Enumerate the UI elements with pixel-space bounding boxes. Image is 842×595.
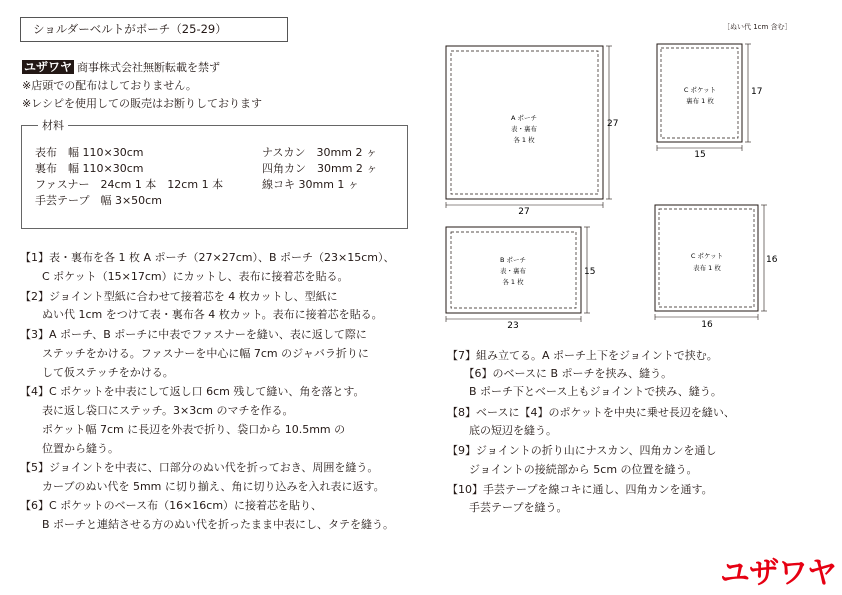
b-pouch-pattern xyxy=(446,227,595,331)
step-line: 【6】のベースに B ポーチを挟み、縫う。 xyxy=(447,367,673,380)
copyright-text: 商事株式会社無断転載を禁ず xyxy=(77,61,221,74)
step-line: 【6】C ポケットのベース布（16×16cm）に接着芯を貼り、 xyxy=(20,499,323,512)
b-pouch-label-2: 表・裏布 xyxy=(500,267,526,275)
step-line: ぬい代 1cm をつけて表・裏布各 4 枚カット。表布に接着芯を貼る。 xyxy=(20,308,383,321)
notice-line-2: ※レシピを使用しての販売はお断りしております xyxy=(22,97,262,110)
step-line: 【4】C ポケットを中表にして返し口 6cm 残して縫い、角を落とす。 xyxy=(20,385,365,398)
c-pocket-bottom-height: 16 xyxy=(766,255,778,265)
document-title: ショルダーベルトがポーチ（25-29） xyxy=(20,17,288,42)
step-line: 【9】ジョイントの折り山にナスカン、四角カンを通し xyxy=(447,444,717,457)
a-pouch-pattern xyxy=(446,46,618,217)
brand-logo-small: ユザワヤ xyxy=(24,60,73,74)
c-pocket-bottom-label-2: 表布 1 枚 xyxy=(693,264,721,272)
step-line: C ポケット（15×17cm）にカットし、表布に接着芯を貼る。 xyxy=(20,270,349,283)
step-line: 【1】表・裏布を各 1 枚 A ポーチ（27×27cm）、B ポーチ（23×15cm）、 xyxy=(20,251,395,264)
c-pocket-top-height: 17 xyxy=(751,87,763,97)
c-pocket-bottom-pattern xyxy=(655,205,778,330)
step-line: 【2】ジョイント型紙に合わせて接着芯を 4 枚カットし、型紙に xyxy=(20,290,338,303)
step-line: 【7】組み立てる。A ポーチ上下をジョイントで挟む。 xyxy=(447,349,718,362)
step-line: ジョイントの接続部から 5cm の位置を縫う。 xyxy=(447,463,698,476)
a-pouch-width: 27 xyxy=(518,207,530,217)
step-line: カーブのぬい代を 5mm に切り揃え、角に切り込みを入れ表に返す。 xyxy=(20,480,385,493)
a-pouch-label-2: 表・裏布 xyxy=(511,125,537,133)
c-pocket-bottom-label-1: C ポケット xyxy=(690,252,724,260)
a-pouch-label-1: A ポーチ xyxy=(510,114,538,122)
a-pouch-label-3: 各 1 枚 xyxy=(513,136,535,144)
seam-allowance-note: ［ぬい代 1cm 含む］ xyxy=(723,23,792,31)
step-line: して仮ステッチをかける。 xyxy=(20,366,174,379)
c-pocket-top-label-1: C ポケット xyxy=(683,86,717,94)
b-pouch-height: 15 xyxy=(584,267,596,277)
material-item: ファスナー 24cm 1 本 12cm 1 本 xyxy=(35,178,224,191)
material-item: 四角カン 30mm 2 ヶ xyxy=(262,162,378,175)
a-pouch-height: 27 xyxy=(607,119,619,129)
step-line: 表に返し袋口にステッチ。3×3cm のマチを作る。 xyxy=(20,404,294,417)
c-pocket-top-label-2: 裏布 1 枚 xyxy=(686,97,714,105)
step-line: ステッチをかける。ファスナーを中心に幅 7cm のジャバラ折りに xyxy=(20,347,369,360)
c-pocket-top-pattern xyxy=(657,44,762,160)
notice-line-1: ※店頭での配布はしておりません。 xyxy=(22,79,197,92)
brand-logo: ユザワヤ xyxy=(720,556,836,591)
step-line: 【5】ジョイントを中表に、口部分のぬい代を折っておき、周囲を縫う。 xyxy=(20,461,379,474)
step-line: ポケット幅 7cm に長辺を外表で折り、袋口から 10.5mm の xyxy=(20,423,346,436)
material-item: 手芸テープ 幅 3×50cm xyxy=(35,194,162,207)
step-line: 底の短辺を縫う。 xyxy=(447,424,557,437)
b-pouch-label-3: 各 1 枚 xyxy=(502,278,524,286)
material-item: 表布 幅 110×30cm xyxy=(35,146,144,159)
material-item: ナスカン 30mm 2 ヶ xyxy=(262,146,377,159)
b-pouch-width: 23 xyxy=(507,321,519,331)
c-pocket-bottom-width: 16 xyxy=(701,320,713,330)
step-line: 【3】A ポーチ、B ポーチに中表でファスナーを縫い、表に返して際に xyxy=(20,328,367,341)
materials-heading: 材料 xyxy=(38,117,68,133)
c-pocket-top-width: 15 xyxy=(694,150,706,160)
material-item: 裏布 幅 110×30cm xyxy=(35,162,144,175)
step-line: 【10】手芸テープを線コキに通し、四角カンを通す。 xyxy=(447,483,713,496)
step-line: B ポーチと連結させる方のぬい代を折ったまま中表にし、タテを縫う。 xyxy=(20,518,395,531)
step-line: 手芸テープを縫う。 xyxy=(447,501,568,514)
step-line: 位置から縫う。 xyxy=(20,442,119,455)
material-item: 線コキ 30mm 1 ヶ xyxy=(262,178,359,191)
step-line: 【8】ベースに【4】のポケットを中央に乗せ長辺を縫い、 xyxy=(447,406,735,419)
step-line: B ポーチ下とベース上もジョイントで挟み、縫う。 xyxy=(447,385,722,398)
b-pouch-label-1: B ポーチ xyxy=(499,256,527,264)
